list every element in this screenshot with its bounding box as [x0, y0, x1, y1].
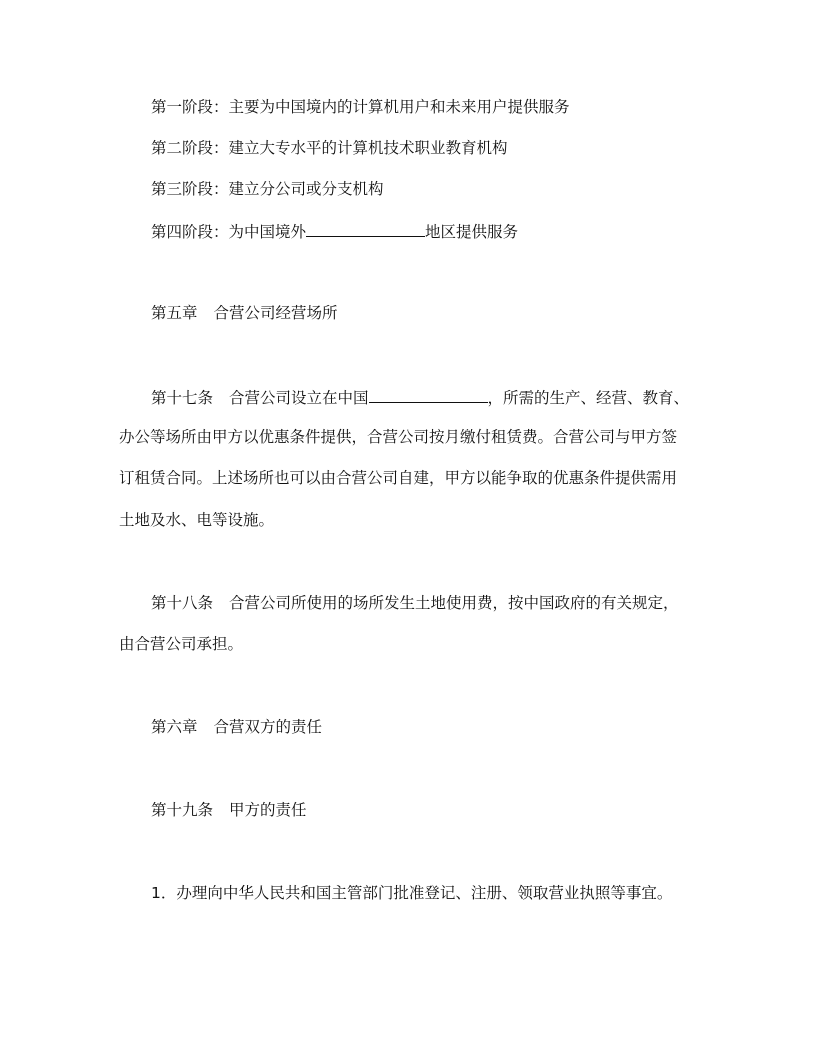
chapter-5-heading: [0, 302, 816, 324]
article-17-line-2: 办公等场所由甲方以优惠条件提供，合营公司按月缴付租赁费。合营公司与甲方签: [119, 428, 678, 446]
article-17-first-line: [0, 385, 816, 409]
article-18-line-2: 由合营公司承担。: [119, 635, 244, 653]
article-17-number: 第十七条: [151, 389, 214, 407]
article-18-first-line: [0, 592, 816, 614]
stage-4-text-after: 地区提供服务: [425, 223, 519, 241]
chapter-6-title: 合营双方的责任: [213, 718, 323, 736]
article-17-blank: [369, 385, 488, 403]
chapter-6-heading: [0, 716, 816, 738]
article-19-heading: [0, 799, 816, 821]
stage-2: 第二阶段：建立大专水平的计算机技术职业教育机构: [151, 139, 508, 157]
article-18-text: 合营公司所使用的场所发生土地使用费，按中国政府的有关规定，: [229, 594, 679, 612]
chapter-6-number: 第六章: [151, 718, 198, 736]
article-17-line-4: 土地及水、电等设施。: [119, 511, 275, 529]
stage-4: [0, 219, 816, 243]
article-19-number: 第十九条: [151, 801, 214, 819]
item-1: 1．办理向中华人民共和国主管部门批准登记、注册、领取营业执照等事宜。: [151, 884, 673, 902]
stage-4-text-before: 第四阶段：为中国境外: [151, 223, 307, 241]
article-19-title: 甲方的责任: [229, 801, 307, 819]
article-18-number: 第十八条: [151, 594, 214, 612]
stage-1: 第一阶段：主要为中国境内的计算机用户和未来用户提供服务: [151, 98, 570, 116]
stage-3: 第三阶段：建立分公司或分支机构: [151, 180, 384, 198]
article-17-text-before: 合营公司设立在中国: [229, 389, 369, 407]
article-17-line-3: 订租赁合同。上述场所也可以由合营公司自建，甲方以能争取的优惠条件提供需用: [119, 469, 678, 487]
article-17-text-after: ，所需的生产、经营、教育、: [487, 389, 690, 407]
chapter-5-title: 合营公司经营场所: [213, 304, 338, 322]
stage-4-blank: [306, 219, 425, 237]
chapter-5-number: 第五章: [151, 304, 198, 322]
